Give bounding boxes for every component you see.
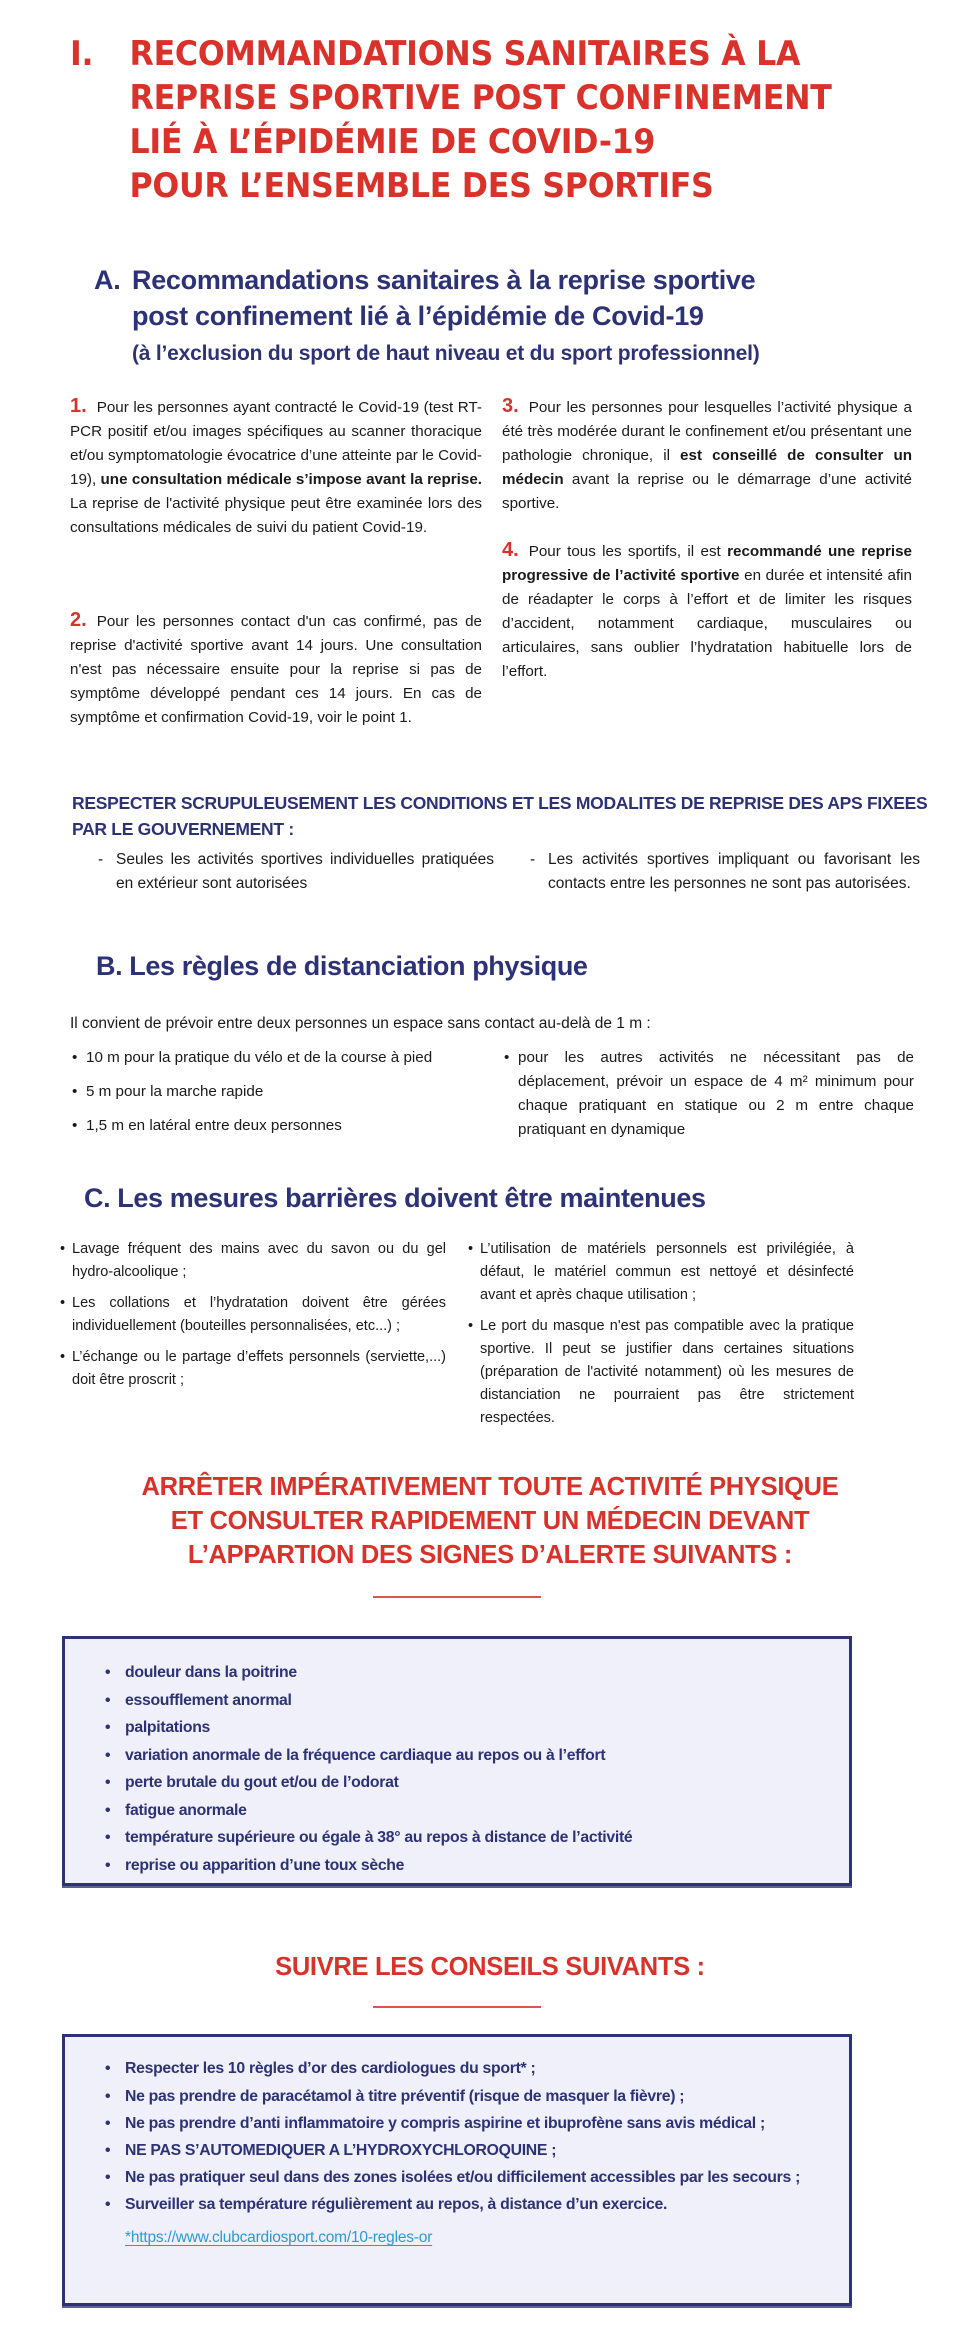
recommendation-2	[70, 608, 482, 730]
main-title-line: POUR L’ENSEMBLE DES SPORTIFS	[129, 166, 714, 206]
bullet-icon: •	[468, 1318, 474, 1334]
section-a-subtitle: (à l’exclusion du sport de haut niveau et du sport professionnel)	[132, 342, 760, 365]
advice-text: Ne pas prendre d’anti inflammatoire y compris aspirine et ibuprofène sans avis médical ;	[125, 2115, 765, 2132]
alert-sign-item	[97, 1746, 849, 1766]
alert-sign-item	[97, 1718, 849, 1738]
list-item	[70, 1080, 490, 1104]
bullet-icon: •	[105, 2196, 111, 2213]
alert-heading-line: ET CONSULTER RAPIDEMENT UN MÉDECIN DEVANT	[170, 1507, 810, 1535]
bullet-icon: •	[105, 1719, 111, 1736]
alert-heading-line: L’APPARTION DES SIGNES D’ALERTE SUIVANTS :	[187, 1541, 793, 1569]
list-item-text: Le port du masque n'est pas compatible avec la pratique sportive. Il peut se justifier dans certaines situations (préparation de l'activité notamment) où les mesures de distanciation ne pourraient pas être strictement respectées.	[480, 1318, 854, 1426]
list-item-text: 5 m pour la marche rapide	[86, 1083, 264, 1100]
list-item	[70, 1114, 490, 1138]
recommendation-number: 1.	[70, 395, 87, 417]
advice-item	[97, 2087, 809, 2107]
advice-text: Ne pas pratiquer seul dans des zones isolées et/ou difficilement accessibles par les secours ;	[125, 2169, 801, 2186]
recommendation-number: 2.	[70, 609, 87, 631]
divider	[373, 1596, 541, 1598]
section-a-letter: A.	[94, 265, 121, 295]
recommendation-4	[502, 538, 912, 684]
section-a-title-line: post confinement lié à l’épidémie de Covid-19	[132, 301, 704, 331]
alert-sign-text: variation anormale de la fréquence cardiaque au repos ou à l’effort	[125, 1746, 606, 1764]
list-item	[502, 1046, 914, 1142]
bullet-icon: •	[105, 1691, 111, 1709]
bullet-icon: •	[105, 1829, 111, 1846]
list-item-text: 1,5 m en latéral entre deux personnes	[86, 1117, 342, 1134]
recommendation-number: 4.	[502, 539, 519, 561]
list-item-text: Les collations et l’hydratation doivent être gérées individuellement (bouteilles personnalisées, etc...) ;	[72, 1295, 446, 1334]
bullet-icon: •	[60, 1295, 66, 1311]
bullet-icon: •	[105, 1801, 111, 1819]
barrier-measures-left	[58, 1238, 446, 1392]
advice-text: NE PAS S’AUTOMEDIQUER A L’HYDROXYCHLOROQUINE ;	[125, 2142, 557, 2159]
distancing-list-left	[70, 1046, 490, 1138]
advice-text: Surveiller sa température régulièrement au repos, à distance d’un exercice.	[125, 2196, 668, 2213]
alert-signs-box	[62, 1636, 852, 1886]
alert-sign-text: essoufflement anormal	[125, 1691, 292, 1709]
bullet-icon: •	[72, 1117, 78, 1134]
alert-sign-item	[97, 1663, 849, 1683]
alert-sign-text: température supérieure ou égale à 38° au repos à distance de l’activité	[125, 1829, 633, 1846]
advice-text: Ne pas prendre de paracétamol à titre préventif (risque de masquer la fièvre) ;	[125, 2088, 685, 2105]
bullet-icon: •	[105, 2142, 111, 2159]
advice-text: Respecter les 10 règles d’or des cardiologues du sport* ;	[125, 2060, 536, 2077]
advice-item	[97, 2195, 809, 2215]
list-item-text: L’échange ou le partage d’effets personnels (serviette,...) doit être proscrit ;	[72, 1349, 446, 1388]
alert-sign-item	[97, 1773, 849, 1793]
barrier-measures-right	[466, 1238, 854, 1430]
advice-box	[62, 2034, 852, 2306]
bullet-icon: •	[468, 1241, 474, 1257]
list-item-text: 10 m pour la pratique du vélo et de la course à pied	[86, 1049, 433, 1066]
list-item	[466, 1238, 854, 1307]
recommendation-text: avant la reprise ou le démarrage d’une activité sportive.	[502, 471, 912, 512]
advice-list	[65, 2037, 849, 2215]
advice-item	[97, 2115, 809, 2133]
recommendation-bold-text: une consultation médicale s’impose avant la reprise.	[100, 471, 482, 488]
recommendation-text: La reprise de l'activité physique peut être examinée lors des consultations médicales de suivi du patient Covid-19.	[70, 495, 482, 536]
recommendation-text: Pour les personnes contact d'un cas confirmé, pas de reprise d'activité sportive avant 14 jours. Une consultation n'est pas nécessaire ensuite pour la reprise si pas de symptôme développé pendant ces 14 jours. En cas de symptôme et confirmation Covid-19, voir le point 1.	[70, 613, 482, 726]
recommendation-3	[502, 394, 912, 516]
bullet-icon: •	[72, 1083, 78, 1100]
bullet-icon: •	[105, 1856, 111, 1874]
alert-sign-item	[97, 1801, 849, 1821]
alert-signs-list	[65, 1639, 849, 1876]
recommendation-text: Pour les personnes ayant contracté le Covid-19 (test RT-PCR positif et/ou images spécifiques au scanner thoracique et/ou symptomatologie évocatrice d’une atteinte par le Covid-19),	[70, 399, 482, 488]
recommendation-text: en durée et intensité afin de réadapter le corps à l’effort et de limiter les risques d’accident, notamment cardiaque, musculaires ou articulaires, sans oublier l’hydratation habituelle lors de l’effort.	[502, 567, 912, 680]
alert-sign-item	[97, 1691, 849, 1711]
bullet-icon: •	[105, 2088, 111, 2105]
list-item-text: pour les autres activités ne nécessitant pas de déplacement, prévoir un espace de 4 m² minimum pour chaque pratiquant en statique ou 2 m entre chaque pratiquant en dynamique	[518, 1049, 914, 1138]
section-c-heading: C. Les mesures barrières doivent être maintenues	[84, 1183, 706, 1213]
main-title-number: I.	[70, 34, 94, 74]
bullet-icon: •	[72, 1049, 78, 1066]
list-item	[58, 1292, 446, 1338]
main-title-line: RECOMMANDATIONS SANITAIRES À LA	[129, 34, 801, 74]
main-title	[70, 32, 888, 208]
recommendation-bold-text: recommandé une reprise progressive de l’activité sportive	[502, 543, 913, 584]
section-a-heading	[94, 262, 914, 370]
recommendation-1	[70, 394, 482, 540]
list-item	[466, 1315, 854, 1430]
alert-sign-item	[97, 1828, 849, 1848]
bullet-icon: •	[60, 1241, 66, 1257]
bullet-icon: •	[60, 1349, 66, 1365]
government-condition-text: Les activités sportives impliquant ou favorisant les contacts entre les personnes ne sont pas autorisées.	[548, 851, 920, 892]
bullet-icon: •	[105, 2169, 111, 2186]
advice-item	[97, 2141, 809, 2161]
government-condition-text: Seules les activités sportives individuelles pratiquées en extérieur sont autorisées	[116, 851, 494, 892]
list-item	[58, 1346, 446, 1392]
advice-item	[97, 2169, 809, 2187]
alert-sign-text: reprise ou apparition d’une toux sèche	[125, 1856, 405, 1874]
bullet-icon: •	[105, 2060, 111, 2077]
government-condition-item	[526, 848, 920, 896]
list-item-text: L’utilisation de matériels personnels est privilégiée, à défaut, le matériel commun est nettoyé et désinfecté avant et après chaque utilisation ;	[480, 1241, 854, 1303]
bullet-icon: •	[105, 1746, 111, 1764]
reference-link[interactable]: *https://www.clubcardiosport.com/10-regles-or	[125, 2229, 433, 2246]
recommendation-text: Pour les personnes pour lesquelles l’activité physique a été très modérée durant le confinement et/ou présentant une pathologie chronique, il	[502, 399, 912, 464]
divider	[373, 2006, 541, 2008]
alert-heading-line: ARRÊTER IMPÉRATIVEMENT TOUTE ACTIVITÉ PHYSIQUE	[141, 1473, 839, 1501]
section-a-title-line: Recommandations sanitaires à la reprise sportive	[132, 265, 756, 295]
recommendation-bold-text: est conseillé de consulter un médecin	[502, 447, 912, 488]
recommendation-text: Pour tous les sportifs, il est	[528, 543, 728, 560]
list-item-text: Lavage fréquent des mains avec du savon ou du gel hydro-alcoolique ;	[72, 1241, 446, 1280]
bullet-icon: •	[105, 1774, 111, 1791]
alert-heading	[50, 1470, 930, 1572]
section-b-heading: B. Les règles de distanciation physique	[96, 951, 588, 981]
list-item	[70, 1046, 490, 1070]
list-item	[58, 1238, 446, 1284]
section-b-intro: Il convient de prévoir entre deux personnes un espace sans contact au-delà de 1 m :	[70, 1015, 651, 1032]
distancing-list-right	[502, 1046, 914, 1142]
dash-bullet: -	[98, 851, 104, 868]
alert-sign-text: douleur dans la poitrine	[125, 1664, 297, 1681]
alert-sign-text: perte brutale du gout et/ou de l’odorat	[125, 1774, 399, 1791]
government-condition-item	[94, 848, 494, 896]
bullet-icon: •	[105, 1664, 111, 1681]
advice-heading: SUIVRE LES CONSEILS SUIVANTS :	[275, 1953, 705, 1981]
government-conditions-heading: RESPECTER SCRUPULEUSEMENT LES CONDITIONS ET LES MODALITES DE REPRISE DES APS FIXEES PAR LE GOUVERNEMENT :	[72, 793, 928, 839]
bullet-icon: •	[504, 1049, 510, 1066]
advice-item	[97, 2059, 809, 2079]
bullet-icon: •	[105, 2115, 111, 2132]
alert-sign-text: palpitations	[125, 1719, 211, 1736]
dash-bullet: -	[530, 851, 536, 868]
alert-sign-text: fatigue anormale	[125, 1801, 247, 1819]
main-title-line: LIÉ À L’ÉPIDÉMIE DE COVID-19	[129, 122, 656, 162]
main-title-line: REPRISE SPORTIVE POST CONFINEMENT	[129, 78, 832, 118]
alert-sign-item	[97, 1856, 849, 1876]
recommendation-number: 3.	[502, 395, 519, 417]
